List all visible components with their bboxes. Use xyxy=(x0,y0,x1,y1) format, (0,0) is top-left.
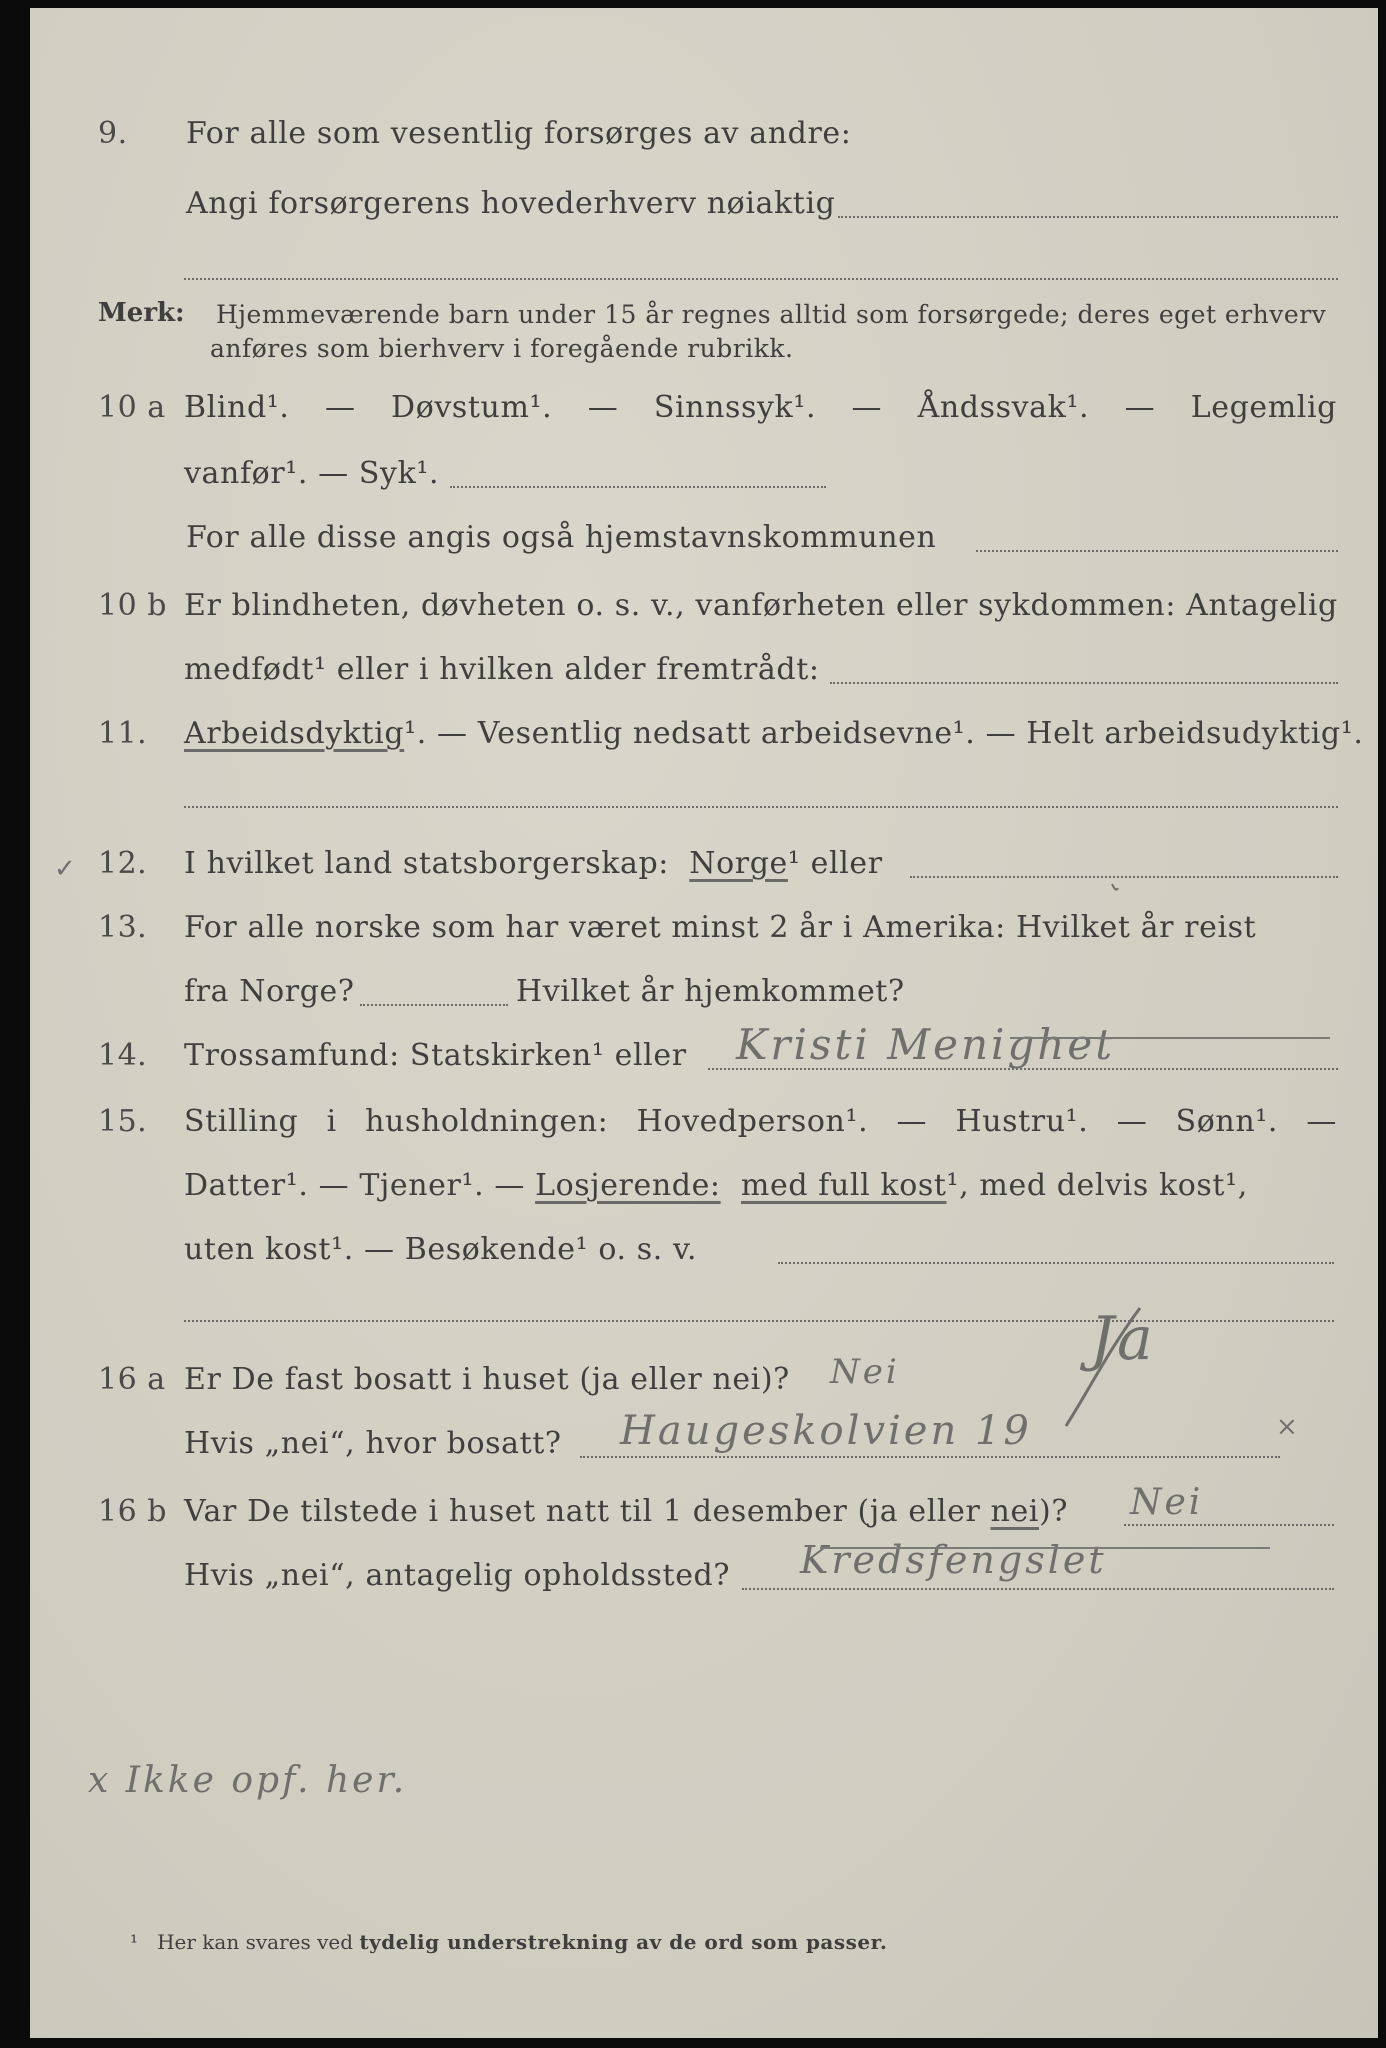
q15-line3: uten kost¹. — Besøkende¹ o. s. v. xyxy=(184,1232,698,1267)
q11-rest: ¹. — Vesentlig nedsatt arbeidsevne¹. — Helt arbeidsudyktig¹. xyxy=(404,716,1364,751)
q16b-line2: Hvis „nei“, antagelig opholdssted? xyxy=(184,1558,731,1593)
q16a-handwritten-address: Haugeskolvien 19 xyxy=(620,1408,1032,1454)
q10a-dovstum: Døvstum¹. xyxy=(391,390,553,425)
q15-losjerende-underlined: Losjerende: xyxy=(535,1168,721,1203)
handwriting-strokes xyxy=(30,8,1378,2038)
q10b-line2: medfødt¹ eller i hvilken alder fremtrådt: xyxy=(184,652,820,687)
census-form-page xyxy=(30,8,1378,2038)
q15-w4: Hovedperson¹. xyxy=(636,1104,869,1139)
footnote-text: Her kan svares ved xyxy=(157,1930,354,1954)
q14-handwritten-answer: Kristi Menighet xyxy=(736,1020,1116,1069)
q10a-blind: Blind¹. xyxy=(184,390,290,425)
q10a-dash2: — xyxy=(587,390,619,425)
q15-number: 15. xyxy=(98,1104,148,1139)
q13-number: 13. xyxy=(98,910,148,945)
q16b-number: 16 b xyxy=(98,1494,167,1529)
q10b-number: 10 b xyxy=(98,588,167,623)
q12-number: 12. xyxy=(98,846,148,881)
q12-question: I hvilket land statsborgerskap: xyxy=(184,846,669,881)
q9-text-line1: For alle som vesentlig forsørges av andre: xyxy=(186,116,852,151)
handwritten-margin-note: x Ikke opf. her. xyxy=(88,1760,408,1801)
vak-tick-icon xyxy=(1112,884,1118,890)
q16a-line1: Er De fast bosatt i huset (ja eller nei)? xyxy=(184,1362,790,1397)
q16b-handwritten-place: Kredsfengslet xyxy=(800,1538,1107,1582)
q16a-handwritten-nei: Nei xyxy=(830,1352,900,1392)
q16b-close: )? xyxy=(1039,1494,1069,1529)
q16a-line2: Hvis „nei“, hvor bosatt? xyxy=(184,1426,562,1461)
q10a-dash4: — xyxy=(1124,390,1156,425)
q10a-line3: For alle disse angis også hjemstavnskommunen xyxy=(186,520,937,555)
merk-text-line2: anføres som bierhverv i foregående rubrikk. xyxy=(210,334,794,363)
q10a-sinnssyk: Sinnssyk¹. xyxy=(653,390,817,425)
q16a-number: 16 a xyxy=(98,1362,166,1397)
q15-w3: husholdningen: xyxy=(365,1104,609,1139)
q13-line1: For alle norske som har været minst 2 år i Amerika: Hvilket år reist xyxy=(184,910,1257,945)
ja-stroke-icon xyxy=(1066,1308,1140,1426)
q15-w7: — xyxy=(1116,1104,1148,1139)
q13-line2b: Hvilket år hjemkommet? xyxy=(516,974,905,1009)
q14-text: Trossamfund: Statskirken¹ eller xyxy=(184,1038,687,1073)
check-mark: ✓ xyxy=(54,854,76,884)
q16a-handwritten-ja: Ja xyxy=(1090,1304,1156,1374)
q15-w1: Stilling xyxy=(184,1104,299,1139)
q13-line2a: fra Norge? xyxy=(184,974,355,1009)
q15-delvis-kost: ¹, med delvis kost¹, xyxy=(946,1168,1248,1203)
q15-w5: — xyxy=(896,1104,928,1139)
q15-w6: Hustru¹. xyxy=(955,1104,1089,1139)
q12-eller: ¹ eller xyxy=(787,846,883,881)
q16b-nei-underlined: nei xyxy=(990,1494,1040,1529)
q15-w2: i xyxy=(326,1104,337,1139)
q15-datter-tjener: Datter¹. — Tjener¹. — xyxy=(184,1168,525,1203)
q12-norge-underlined: Norge xyxy=(689,846,788,881)
q15-w9: — xyxy=(1306,1104,1337,1139)
q16b-handwritten-nei: Nei xyxy=(1130,1482,1204,1523)
merk-text-line1: Hjemmeværende barn under 15 år regnes alltid som forsørgede; deres eget erhverv xyxy=(216,300,1327,329)
q10a-line2: vanfør¹. — Syk¹. xyxy=(184,456,440,491)
q9-text-line2: Angi forsørgerens hovederhverv nøiaktig xyxy=(186,186,836,221)
q11-arbeidsdyktig-underlined: Arbeidsdyktig xyxy=(184,716,405,751)
q16a-x-mark: × xyxy=(1276,1412,1298,1442)
q11-number: 11. xyxy=(98,716,148,751)
q10a-legemlig: Legemlig xyxy=(1190,390,1337,425)
q14-number: 14. xyxy=(98,1038,148,1073)
q10a-andssvak: Åndssvak¹. xyxy=(917,390,1090,425)
q10a-number: 10 a xyxy=(98,390,166,425)
q10b-line1: Er blindheten, døvheten o. s. v., vanførheten eller sykdommen: Antagelig xyxy=(184,588,1338,623)
q9-number: 9. xyxy=(98,116,128,151)
footnote-mark: ¹ xyxy=(130,1930,139,1954)
q15-w8: Sønn¹. xyxy=(1175,1104,1279,1139)
q16b-question: Var De tilstede i huset natt til 1 desember (ja eller xyxy=(184,1494,981,1529)
merk-label: Merk: xyxy=(98,298,185,328)
q15-full-kost-underlined: med full kost xyxy=(740,1168,947,1203)
footnote-bold-text: tydelig understrekning av de ord som passer. xyxy=(359,1930,888,1954)
q10a-dash1: — xyxy=(324,390,356,425)
q10a-dash3: — xyxy=(851,390,883,425)
